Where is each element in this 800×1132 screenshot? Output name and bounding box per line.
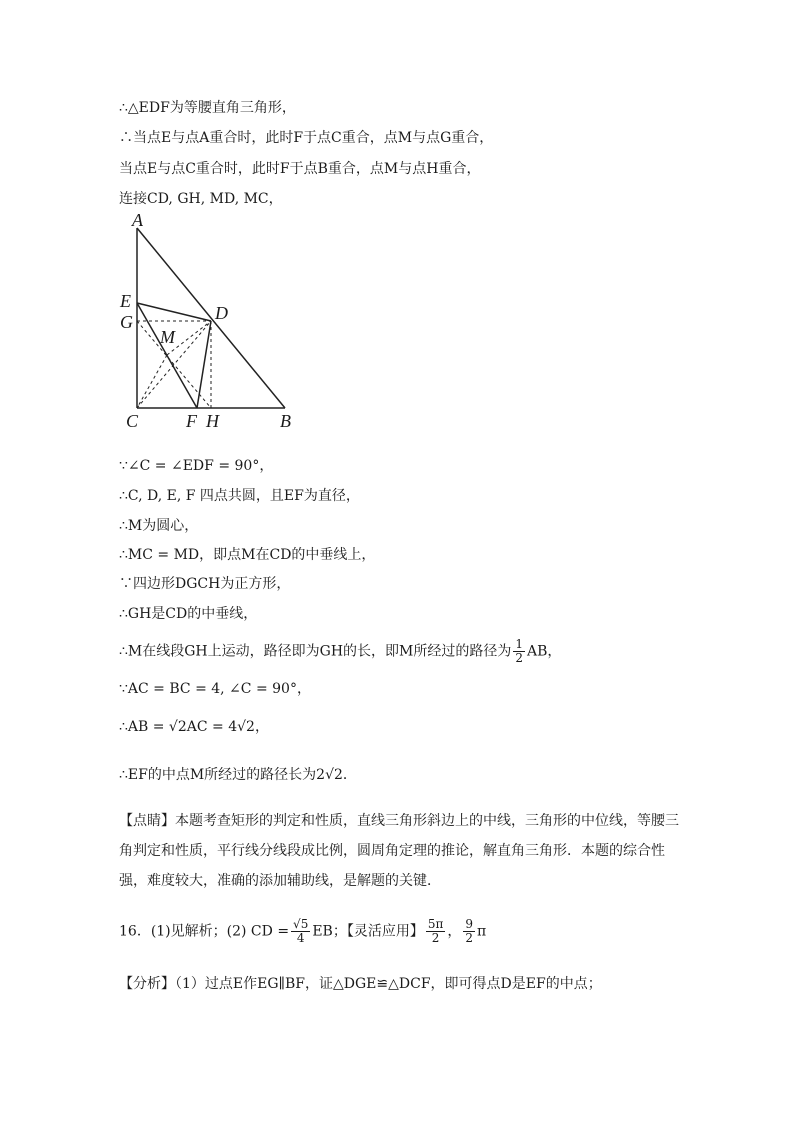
fraction-9-den: 2 <box>465 931 474 945</box>
q16-part-a: 16．(1)见解析；(2) CD = <box>119 923 290 940</box>
q16-part-c: ， <box>447 923 462 940</box>
label-d: D <box>215 303 228 323</box>
text-line-11 <box>119 638 561 665</box>
text-line-7: ∴M为圆心， <box>119 518 199 534</box>
q16-part-d: π <box>477 923 487 940</box>
segment-ed <box>137 303 211 321</box>
fraction-half-den: 2 <box>515 651 524 665</box>
text-line-8: ∴MC = MD，即点M在CD的中垂线上， <box>119 547 376 563</box>
comment-paragraph: 【点睛】本题考查矩形的判定和性质，直线三角形斜边上的中线，三角形的中位线，等腰三角判定和性质，平行线分线段成比例，圆周角定理的推论，解直角三角形．本题的综合性强，难度较大，准确的添加辅助线，是解题的关键． <box>119 813 679 889</box>
text-line-4: 连接CD, GH, MD, MC， <box>119 191 283 207</box>
text-line-11-main: ∴M在线段GH上运动，路径即为GH的长，即M所经过的路径为 <box>119 643 512 660</box>
text-line-12: ∵AC = BC = 4, ∠C = 90°， <box>119 681 311 697</box>
text-line-2: ∴当点E与点A重合时，此时F于点C重合，点M与点G重合， <box>119 130 494 146</box>
label-g: G <box>120 312 133 332</box>
fraction-root5-num: √5 <box>293 917 309 931</box>
segment-df <box>197 321 211 408</box>
fraction-half-num: 1 <box>515 637 524 651</box>
text-line-3: 当点E与点C重合时，此时F于点B重合，点M与点H重合， <box>119 161 481 177</box>
analysis-line: 【分析】（1）过点E作EG∥BF，证△DGE≌△DCF，即可得点D是EF的中点； <box>119 976 602 992</box>
dashed-mc <box>137 355 167 408</box>
q16-part-b: EB；【灵活应用】 <box>312 923 424 940</box>
label-h: H <box>206 411 219 431</box>
fraction-5pi-den: 2 <box>431 931 440 945</box>
fraction-5pi-num: 5π <box>427 917 444 931</box>
label-b: B <box>280 411 291 431</box>
label-f: F <box>186 411 197 431</box>
text-line-13: ∴AB = √2AC = 4√2， <box>119 719 269 735</box>
fraction-root5-over-4 <box>291 918 310 945</box>
label-m: M <box>160 327 175 347</box>
question-16-line <box>119 918 486 945</box>
text-line-11-end: AB， <box>527 643 562 660</box>
text-line-1: ∴△EDF为等腰直角三角形， <box>119 100 296 116</box>
text-line-6: ∴C, D, E, F 四点共圆，且EF为直径， <box>119 488 360 504</box>
geometry-figure <box>110 208 310 436</box>
label-e: E <box>120 291 131 311</box>
text-line-5: ∵∠C = ∠EDF = 90°， <box>119 458 274 474</box>
fraction-root5-den: 4 <box>296 931 305 945</box>
label-a: A <box>132 210 143 230</box>
fraction-5pi-over-2 <box>426 918 446 945</box>
fraction-9-over-2 <box>463 918 475 945</box>
fraction-9-num: 9 <box>465 917 474 931</box>
text-line-10: ∴GH是CD的中垂线， <box>119 606 258 622</box>
fraction-half <box>513 638 525 665</box>
text-line-9: ∵四边形DGCH为正方形， <box>119 576 291 592</box>
label-c: C <box>126 411 139 431</box>
text-line-14: ∴EF的中点M所经过的路径长为2√2． <box>119 767 357 783</box>
